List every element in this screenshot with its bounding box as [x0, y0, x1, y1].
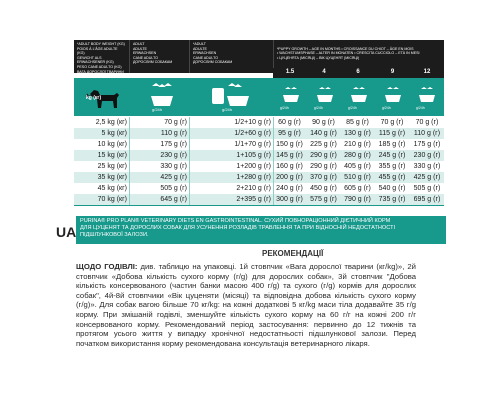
- feeding-body: див. таблицю на упаковці. 1й стовпчик «Вага дорослої тварини (кг/kg)», 2й стовпчик «Добова кількість сухого корму (г/g) для дорослих собак», 3й стовпчик "Добова кількість консервованого (частин банки масою 400 г/g) та сухого (г/g) кормів для дорослих собак", 4й-8й стовпчики «Вік цуценяти (місяці) та відповідна добова кількість сухого корму (г/g)». Для собак вагою більше 70 кг/kg: на кожні додаткові 5 кг/kg маси тіла додавайте 35 г/g корму. При змішаній годівлі, зменшуйте кількість сухого корму на 60 г/г на кожні 200 г/г консервованого корму. Рекомендований період застосування: первинно до 12 тижнів та протягом усього життя у випадку хронічної недостатньості підшлункової залози. Перед початком використання корму рекомендована консультація ветеринарного лікаря.: [76, 262, 416, 348]
- weight-cell: 70 kg (кг): [97, 196, 127, 203]
- puppy-cell: 60 g (г): [278, 119, 301, 126]
- adult-dry-label: g/24h: [152, 107, 163, 112]
- puppy-cell: 790 g (г): [344, 196, 371, 203]
- language-code: UA: [56, 224, 77, 240]
- puppy-cell: 605 g (г): [344, 185, 371, 192]
- weight-cell: 25 kg (кг): [97, 163, 127, 170]
- weight-cell: 2,5 kg (кг): [95, 119, 127, 126]
- puppy-cell: 200 g (г): [276, 174, 303, 181]
- puppy-cell: 210 g (г): [344, 141, 371, 148]
- puppy-label: g/24h: [416, 106, 425, 110]
- table-bottom-rule: [74, 205, 444, 206]
- adult-dry-cell: 230 g (г): [160, 152, 187, 159]
- header-weight: *ADULT BODY WEIGHT (KG) POIDS À L'ÂGE ADULTE (KG) GEWICHT ALS ERWACHSENER (KG) PESO CANE ADULTO (KG) ВАГА ДОРОСЛОЇ ТВАРИНИ (КГ): [74, 40, 129, 73]
- puppy-cell: 290 g (г): [310, 152, 337, 159]
- puppy-cell: 280 g (г): [344, 152, 371, 159]
- puppy-months-bar: [273, 68, 444, 78]
- puppy-cell: 95 g (г): [278, 130, 301, 137]
- month-label: 6: [356, 69, 360, 75]
- puppy-cell: 225 g (г): [310, 141, 337, 148]
- month-label: 9: [390, 69, 395, 75]
- puppy-cell: 505 g (г): [413, 185, 441, 192]
- puppy-cell: 115 g (г): [378, 130, 406, 137]
- puppy-cell: 150 g (г): [276, 141, 303, 148]
- weight-cell: 15 kg (кг): [97, 152, 127, 159]
- puppy-cell: 245 g (г): [378, 152, 406, 159]
- puppy-cell: 370 g (г): [310, 174, 337, 181]
- adult-mixed-cell: 1/2+10 g (г): [234, 119, 271, 126]
- adult-dry-cell: 645 g (г): [160, 196, 187, 203]
- puppy-cell: 70 g (г): [380, 119, 404, 126]
- weight-cell: 10 kg (кг): [97, 141, 127, 148]
- month-label: 12: [423, 69, 431, 75]
- puppy-bowl-icon: [418, 86, 436, 104]
- puppy-cell: 175 g (г): [413, 141, 441, 148]
- puppy-cell: 160 g (г): [276, 163, 303, 170]
- adult-dry-cell: 175 g (г): [160, 141, 187, 148]
- adult-mixed-cell: 1/2+60 g (г): [234, 130, 271, 137]
- puppy-bowl-icon: [316, 86, 334, 104]
- puppy-cell: 130 g (г): [344, 130, 371, 137]
- puppy-cell: 735 g (г): [378, 196, 406, 203]
- puppy-cell: 110 g (г): [413, 130, 441, 137]
- puppy-bowl-icon: [350, 86, 368, 104]
- puppy-cell: 330 g (г): [413, 163, 441, 170]
- puppy-label: g/24h: [348, 106, 357, 110]
- puppy-cell: 540 g (г): [378, 185, 406, 192]
- adult-dry-cell: 330 g (г): [160, 163, 187, 170]
- puppy-cell: 405 g (г): [344, 163, 371, 170]
- adult-mixed-cell: 2+210 g (г): [236, 185, 271, 192]
- dog-weight-label: kg (кг): [86, 95, 102, 101]
- puppy-cell: 450 g (г): [310, 185, 337, 192]
- puppy-bowl-icon: [282, 86, 300, 104]
- column-divider: [129, 117, 130, 205]
- adult-mixed-cell: 1+280 g (г): [236, 174, 271, 181]
- puppy-cell: 510 g (г): [344, 174, 371, 181]
- month-label: 4: [322, 69, 326, 75]
- puppy-label: g/24h: [280, 106, 289, 110]
- adult-dry-cell: 425 g (г): [160, 174, 187, 181]
- puppy-label: g/24h: [314, 106, 323, 110]
- adult-dry-cell: 70 g (г): [164, 119, 187, 126]
- weight-cell: 5 kg (кг): [101, 130, 127, 137]
- adult-mixed-cell: 1/1+70 g (г): [234, 141, 271, 148]
- puppy-cell: 425 g (г): [413, 174, 441, 181]
- puppy-cell: 70 g (г): [415, 119, 439, 126]
- puppy-cell: 355 g (г): [378, 163, 406, 170]
- puppy-cell: 85 g (г): [346, 119, 369, 126]
- puppy-cell: 695 g (г): [413, 196, 441, 203]
- header-puppy: [273, 40, 444, 68]
- puppy-cell: 230 g (г): [413, 152, 441, 159]
- puppy-cell: 240 g (г): [276, 185, 303, 192]
- adult-mixed-label: g/24h: [222, 107, 233, 112]
- puppy-label: g/24h: [382, 106, 391, 110]
- puppy-cell: 290 g (г): [310, 163, 337, 170]
- header-adult-mixed: *ADULT ADULTE ERWACHSEN CANE ADULTO ДОРОСЛИМ СОБАКАМ: [189, 40, 273, 73]
- puppy-cell: 90 g (г): [312, 119, 335, 126]
- puppy-cell: 185 g (г): [378, 141, 406, 148]
- puppy-cell: 455 g (г): [378, 174, 406, 181]
- puppy-cell: 140 g (г): [310, 130, 337, 137]
- adult-dry-cell: 110 g (г): [160, 130, 187, 137]
- header-adult-dry: ADULT ADULTE ERWACHSEN CANE ADULTO ДОРОСЛИМ СОБАКАМ: [129, 40, 189, 73]
- puppy-cell: 575 g (г): [310, 196, 337, 203]
- product-description-text: PURINA® PRO PLAN® VETERINARY DIETS EN GASTROINTESTINAL. СУХИЙ ПОВНОРАЦІОННИЙ ДІЄТИЧНИЙ КОРМ ДЛЯ ЦУЦЕНЯТ ТА ДОРОСЛИХ СОБАК ДЛЯ УСУНЕННЯ РОЗЛАДІВ ТРАВЛЕННЯ ТА ПРИ ВІДНОСНІЙ НЕДОСТАТНОСТІ ПІДШЛУНКОВОЇ ЗАЛОЗИ.: [80, 218, 396, 239]
- adult-dry-cell: 505 g (г): [160, 185, 187, 192]
- feeding-instructions: [76, 262, 416, 348]
- adult-mixed-cell: 1+105 g (г): [236, 152, 271, 159]
- weight-cell: 35 kg (кг): [97, 174, 127, 181]
- adult-mixed-cell: 2+395 g (г): [236, 196, 271, 203]
- feeding-lead: ЩОДО ГОДІВЛІ:: [76, 262, 138, 271]
- puppy-cell: 145 g (г): [276, 152, 303, 159]
- column-divider: [273, 117, 274, 205]
- weight-cell: 45 kg (кг): [97, 185, 127, 192]
- recommendations-title: РЕКОМЕНДАЦІЇ: [262, 249, 324, 258]
- column-divider: [189, 117, 190, 205]
- puppy-bowl-icon: [384, 86, 402, 104]
- header-puppy-text: *PUPPY GROWTH – AGE IN MONTHS • CROISSANCE DU CHIOT – ÂGE EN MOIS • WACHSTUMSPHASE – ALTER IN MONATEN • CRESCITA CUCCIOLO – ETÀ IN MESI • ЦУЦЕНЯТА (МІСЯЦІ) – ВІК ЦУЦЕНЯТ (МІСЯЦІ): [277, 46, 420, 60]
- puppy-cell: 300 g (г): [276, 196, 303, 203]
- month-label: 1.5: [285, 69, 295, 75]
- adult-mixed-cell: 1+200 g (г): [236, 163, 271, 170]
